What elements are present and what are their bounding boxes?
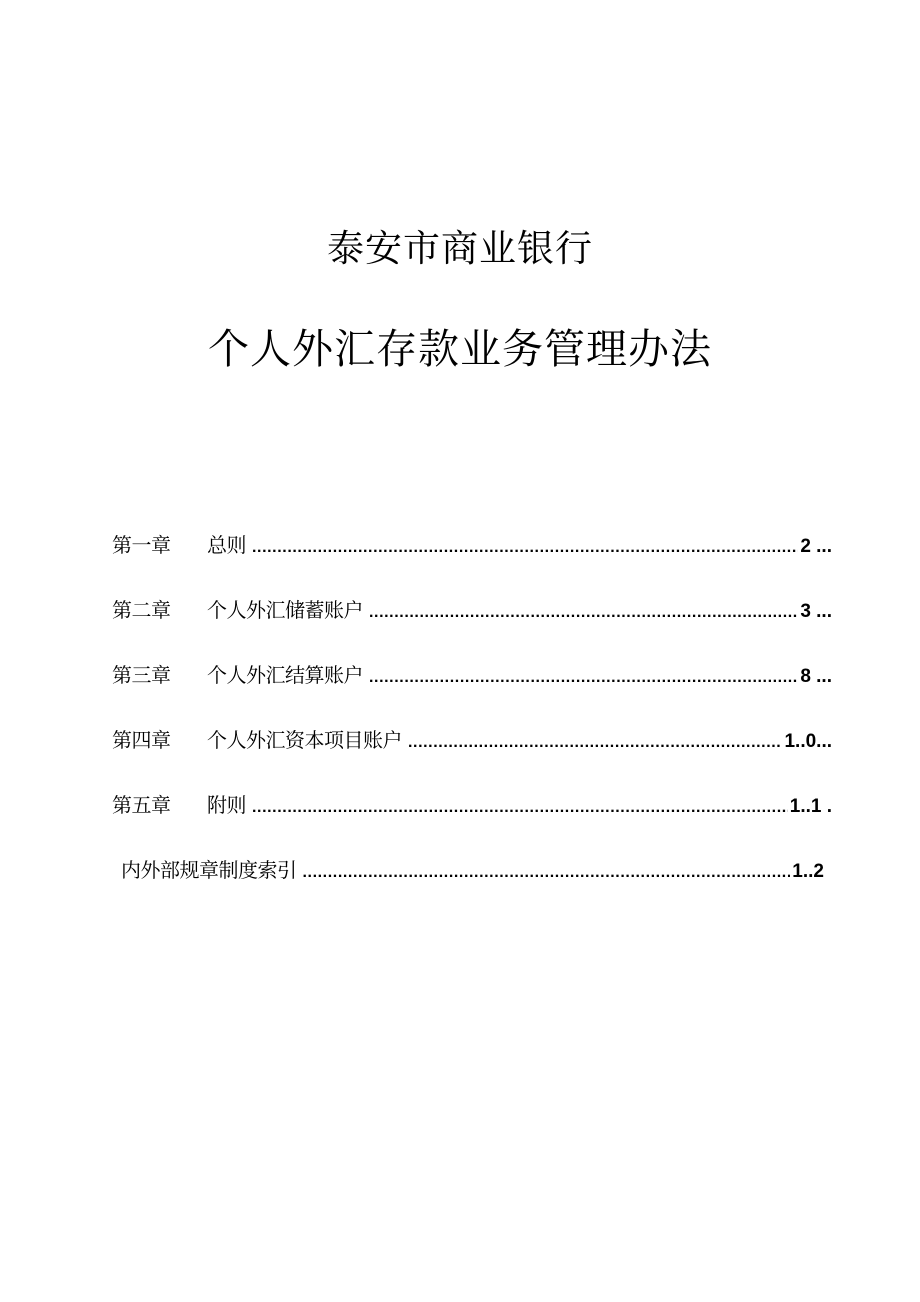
toc-dot-leader — [303, 858, 791, 888]
document-title-line-1: 泰安市商业银行 — [327, 227, 593, 270]
toc-chapter-number: 第二章 — [112, 598, 171, 622]
toc-entry — [112, 725, 832, 755]
document-title-line-2: 个人外汇存款业务管理办法 — [208, 325, 712, 373]
toc-chapter-number: 第一章 — [112, 533, 171, 557]
toc-page-number: 1..1 . — [789, 796, 832, 817]
toc-entry — [112, 660, 832, 690]
toc-chapter-number: 第五章 — [112, 793, 171, 817]
toc-dot-leader — [408, 728, 782, 758]
toc-dot-leader — [252, 793, 788, 823]
toc-entry — [112, 790, 832, 820]
toc-entry-title: 内外部规章制度索引 — [121, 858, 297, 882]
toc-entry-index — [121, 855, 824, 885]
toc-page-number: 8 ... — [800, 666, 832, 687]
toc-entry — [112, 530, 832, 560]
toc-chapter-number: 第四章 — [112, 728, 171, 752]
toc-entry-title: 个人外汇结算账户 — [207, 663, 363, 687]
toc-entry-title: 个人外汇资本项目账户 — [207, 728, 402, 752]
toc-chapter-number: 第三章 — [112, 663, 171, 687]
toc-page-number: 2 ... — [800, 536, 832, 557]
toc-entry-title: 附则 — [207, 793, 246, 817]
toc-dot-leader — [252, 533, 798, 563]
toc-entry — [112, 595, 832, 625]
toc-dot-leader — [369, 663, 798, 693]
toc-dot-leader — [369, 598, 798, 628]
toc-entry-title: 个人外汇储蓄账户 — [207, 598, 363, 622]
toc-page-number: 1..2 — [792, 861, 824, 882]
toc-page-number: 3 ... — [800, 601, 832, 622]
toc-entry-title: 总则 — [207, 533, 246, 557]
toc-page-number: 1..0... — [784, 731, 832, 752]
